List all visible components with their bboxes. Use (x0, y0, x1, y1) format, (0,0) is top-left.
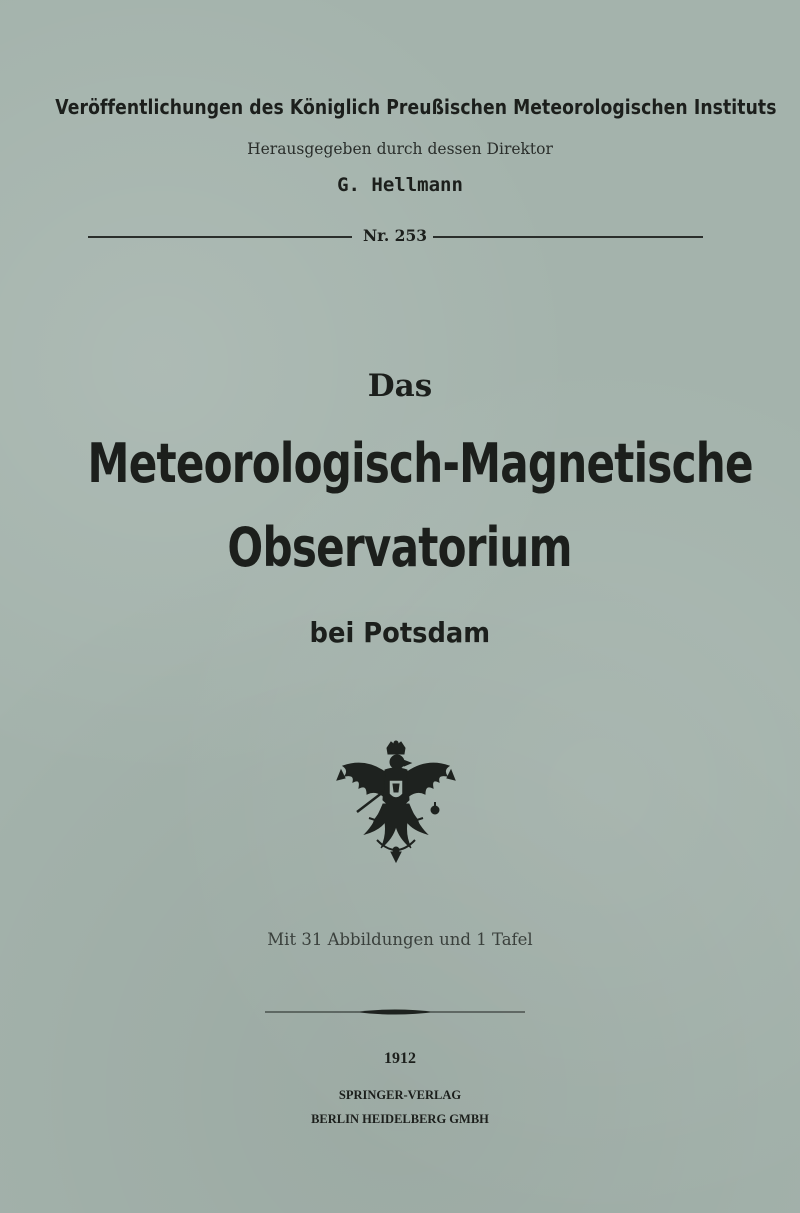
ornamental-rule (265, 1004, 525, 1020)
divider-line-left (88, 236, 352, 238)
publication-number: Nr. 253 (362, 226, 428, 245)
series-title: Veröffentlichungen des Königlich Preußischen Meteorologischen Instituts (55, 95, 777, 119)
editor-note: Herausgegeben durch dessen Direktor (247, 140, 553, 158)
title-article: Das (367, 368, 433, 404)
publisher-name: SPRINGER-VERLAG (338, 1088, 462, 1102)
main-title-line-2: Observatorium (227, 516, 572, 579)
illustrations-note: Mit 31 Abbildungen und 1 Tafel (267, 930, 533, 949)
number-divider (88, 226, 703, 248)
divider-line-right (433, 236, 703, 238)
publisher-location: BERLIN HEIDELBERG GMBH (311, 1112, 489, 1126)
publication-year: 1912 (384, 1050, 416, 1067)
main-title-line-1: Meteorologisch-Magnetische (87, 432, 753, 495)
subtitle-place: bei Potsdam (309, 616, 491, 649)
director-name: G. Hellmann (337, 174, 463, 196)
prussian-eagle-icon (335, 740, 457, 866)
